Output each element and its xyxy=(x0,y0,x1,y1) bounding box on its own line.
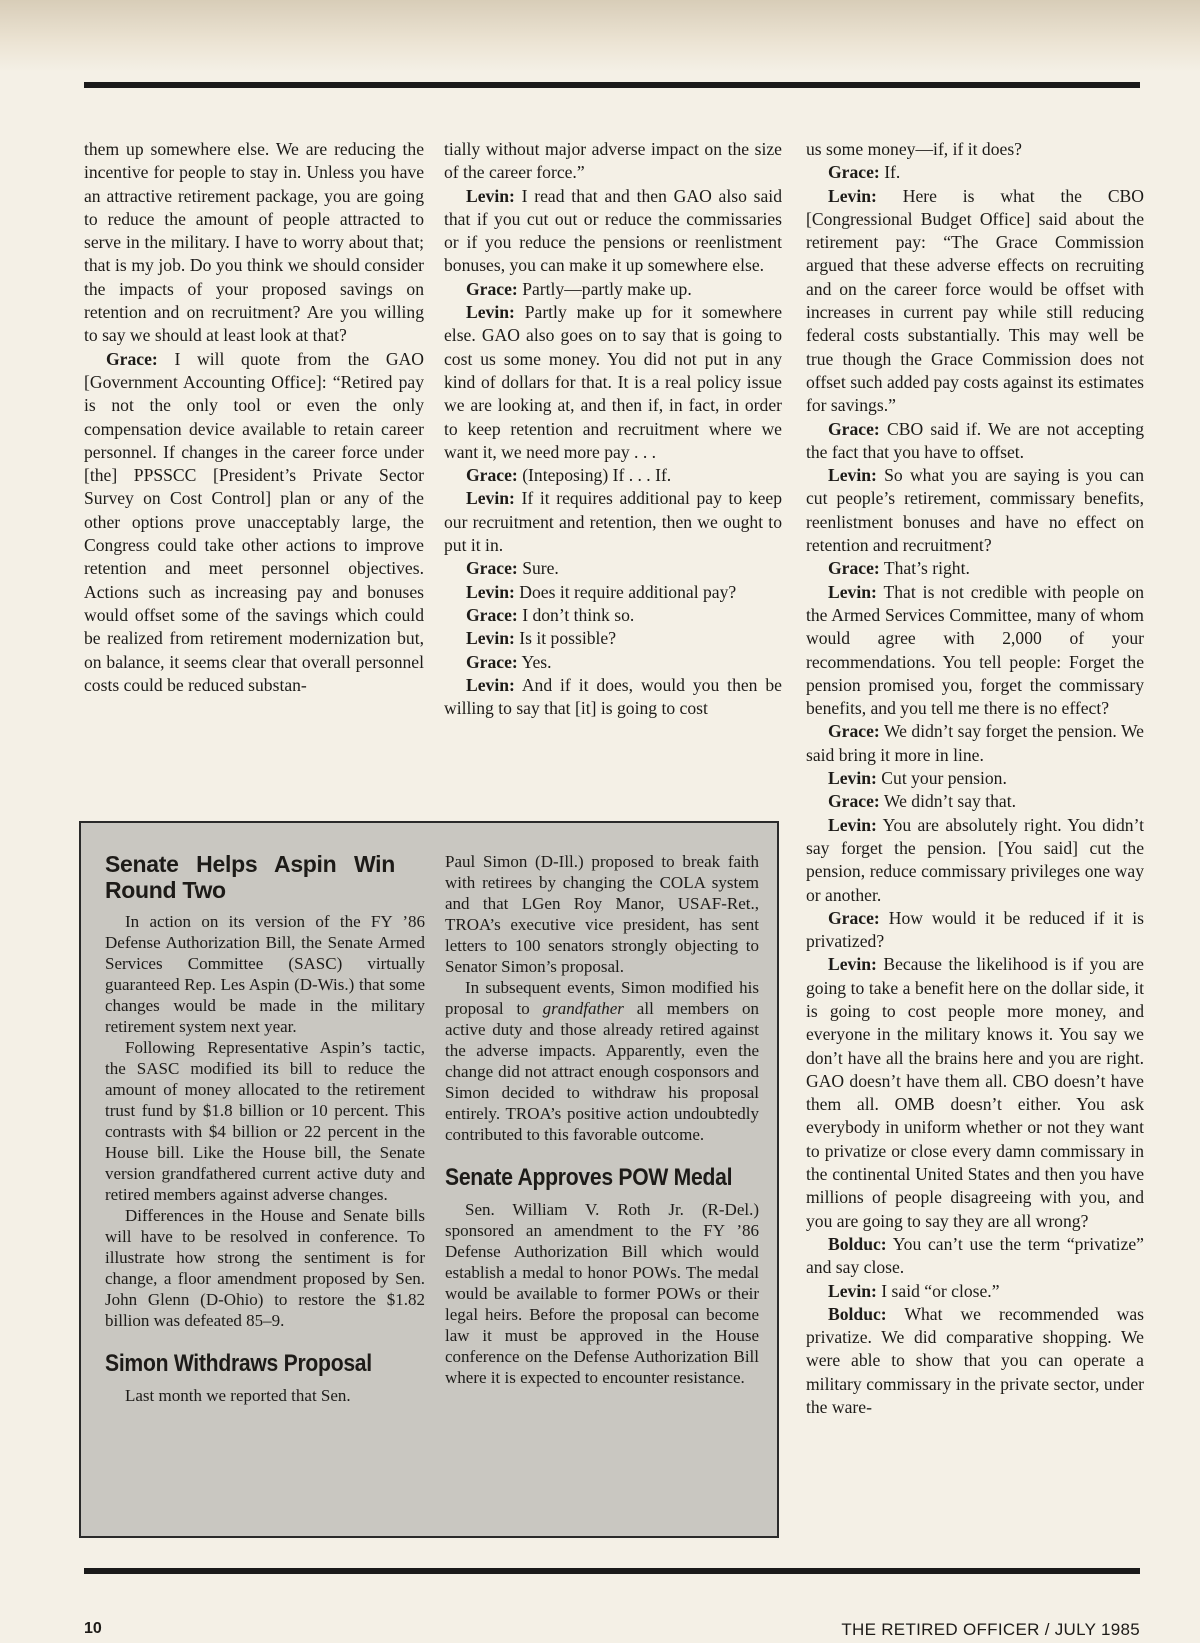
paragraph-text: I said “or close.” xyxy=(881,1280,1000,1301)
paragraph-text: How would it be reduced if it is privatized? xyxy=(806,907,1144,952)
article-paragraph xyxy=(444,301,782,464)
paragraph-text: That is not credible with people on the Armed Services Committee, many of whom would agree with 2,000 of your recommendations. You tell people: Forget the pension promised you, forget the commissary benefits, and you tell me there is no effect? xyxy=(806,581,1144,719)
paragraph-text: CBO said if. We are not accepting the fact that you have to offset. xyxy=(806,418,1144,462)
paragraph-text: If it requires additional pay to keep our recruitment and retention, then we ought to put it in. xyxy=(444,488,782,556)
page-number: 10 xyxy=(84,1620,102,1637)
article-paragraph xyxy=(806,767,1144,790)
sidebar-column-1 xyxy=(105,851,425,1406)
paragraph-text: You are absolutely right. You didn’t say forget the pension. [You said] cut the pension, reduce commissary privileges one way or another. xyxy=(806,814,1144,905)
article-paragraph xyxy=(806,185,1144,418)
speaker-label: Levin: xyxy=(828,185,877,206)
article-paragraph xyxy=(444,651,782,674)
paragraph-text: And if it does, would you then be willing to say that [it] is going to cost xyxy=(444,674,782,719)
paragraph-text: Cut your pension. xyxy=(881,768,1007,789)
article-paragraph xyxy=(806,418,1144,465)
article-column-2 xyxy=(444,138,782,720)
speaker-label: Levin: xyxy=(828,1280,877,1301)
bottom-rule xyxy=(84,1568,1140,1574)
speaker-label: Levin: xyxy=(466,628,515,649)
speaker-label: Levin: xyxy=(828,768,877,789)
sidebar-paragraph xyxy=(445,977,759,1145)
paragraph-text: I read that and then GAO also said that if you cut out or reduce the commissaries or if you reduce the pensions or reenlistment bonuses, you can make it up somewhere else. xyxy=(444,185,782,276)
article-paragraph xyxy=(806,907,1144,954)
article-paragraph xyxy=(806,138,1144,161)
paragraph-text: Sure. xyxy=(522,558,559,579)
speaker-label: Levin: xyxy=(828,581,877,602)
article-paragraph xyxy=(444,627,782,650)
sidebar-paragraph: In action on its version of the FY ’86 Defense Authorization Bill, the Senate Armed Services Committee (SASC) virtually guaranteed Rep. Les Aspin (D-Wis.) that some changes would be made in the military retirement system next year. xyxy=(105,912,425,1036)
speaker-label: Bolduc: xyxy=(828,1303,887,1324)
paragraph-text: Yes. xyxy=(521,651,552,672)
article-paragraph xyxy=(806,1233,1144,1280)
paragraph-text: them up somewhere else. We are reducing the incentive for people to stay in. Unless you have an attractive retirement package, you are going to reduce the amount of people attracted to serve in the military. I have to worry about that; that is my job. Do you think we should consider the impacts of your proposed savings on retention and on recruitment? Are you willing to say we should at least look at that? xyxy=(84,139,424,346)
speaker-label: Grace: xyxy=(466,558,518,579)
paragraph-text: We didn’t say that. xyxy=(883,791,1017,812)
sidebar-text: all members on active duty and those already retired against the adverse impacts. Apparently, even the change did not attract enough cosponsors and Simon decided to withdraw his proposal entirely. TROA’s positive action undoubtedly contributed to this favorable outcome. xyxy=(445,999,759,1144)
article-paragraph xyxy=(806,1280,1144,1303)
article-paragraph xyxy=(444,464,782,487)
sidebar-headline: Senate Approves POW Medal xyxy=(445,1164,733,1191)
speaker-label: Grace: xyxy=(466,465,518,486)
sidebar-text: In subsequent events, Simon modified his proposal to xyxy=(445,978,759,1018)
article-paragraph xyxy=(806,953,1144,1233)
paragraph-text: Partly make up for it somewhere else. GAO also goes on to say that is going to cost us some money. You did not put in any kind of dollars for that. It is a real policy issue we are looking at, and then if, in fact, in order to keep retention and recruitment where we want it, we need more pay . . . xyxy=(444,302,782,462)
article-paragraph xyxy=(84,348,424,697)
article-column-3 xyxy=(806,138,1144,1419)
article-paragraph xyxy=(444,581,782,604)
speaker-label: Levin: xyxy=(828,954,877,975)
sidebar-headline: Simon Withdraws Proposal xyxy=(105,1350,372,1377)
speaker-label: Bolduc: xyxy=(828,1233,887,1254)
paragraph-text: I will quote from the GAO [Government Accounting Office]: “Retired pay is not the only tool or even the only compensation device available to retain career personnel. If changes in the career force under [the] PPSSCC [President’s Private Sector Survey on Cost Control] plan or any of the other options prove unacceptably large, the Congress could take other actions to improve retention and meet personnel objectives. Actions such as increasing pay and bonuses would offset some of the savings which could be realized from retirement modernization but, on balance, it seems clear that overall personnel costs could be reduced substan- xyxy=(84,348,424,695)
article-paragraph xyxy=(806,790,1144,813)
article-paragraph xyxy=(444,185,782,278)
speaker-label: Grace: xyxy=(828,791,880,812)
article-paragraph xyxy=(444,557,782,580)
paragraph-text: Does it require additional pay? xyxy=(519,581,737,602)
speaker-label: Grace: xyxy=(828,907,880,928)
sidebar-headline: Senate Helps Aspin Win Round Two xyxy=(105,851,395,903)
paragraph-text: That’s right. xyxy=(883,558,970,579)
article-paragraph xyxy=(806,720,1144,767)
article-paragraph xyxy=(806,1303,1144,1419)
article-paragraph xyxy=(806,161,1144,184)
speaker-label: Grace: xyxy=(466,604,518,625)
article-paragraph xyxy=(806,581,1144,721)
article-paragraph xyxy=(444,604,782,627)
speaker-label: Levin: xyxy=(466,488,515,509)
speaker-label: Levin: xyxy=(466,674,515,695)
sidebar-paragraph: Paul Simon (D-Ill.) proposed to break faith with retirees by changing the COLA system and that LGen Roy Manor, USAF-Ret., TROA’s executive vice president, has sent letters to 100 senators strongly objecting to Senator Simon’s proposal. xyxy=(445,852,759,976)
article-paragraph xyxy=(806,464,1144,557)
article-column-1 xyxy=(84,138,424,697)
speaker-label: Levin: xyxy=(828,465,877,486)
paragraph-text: If. xyxy=(884,162,901,183)
sidebar-column-2 xyxy=(445,851,759,1388)
speaker-label: Levin: xyxy=(828,814,877,835)
article-paragraph xyxy=(444,278,782,301)
speaker-label: Levin: xyxy=(466,302,515,323)
article-paragraph xyxy=(444,487,782,557)
paragraph-text: Partly—partly make up. xyxy=(522,278,692,299)
speaker-label: Grace: xyxy=(466,651,518,672)
speaker-label: Grace: xyxy=(828,162,880,183)
paragraph-text: us some money—if, if it does? xyxy=(806,139,1022,159)
paragraph-text: So what you are saying is you can cut people’s retirement, commissary benefits, reenlistment bonuses and have no effect on retention and recruitment? xyxy=(806,465,1144,556)
sidebar-emphasis: grandfather xyxy=(542,999,624,1018)
page-top-band xyxy=(0,0,1200,72)
sidebar-paragraph: Last month we reported that Sen. xyxy=(125,1386,351,1405)
article-paragraph xyxy=(84,138,424,348)
news-sidebar-box xyxy=(79,821,779,1538)
paragraph-text: I don’t think so. xyxy=(522,604,635,625)
sidebar-paragraph: Following Representative Aspin’s tactic, the SASC modified its bill to reduce the amount of money allocated to the retirement trust fund by $1.8 billion or 10 percent. This contrasts with $4 billion or 22 percent in the House bill. Like the House bill, the Senate version grandfathered current active duty and retired members against adverse changes. xyxy=(105,1038,425,1204)
running-footer: THE RETIRED OFFICER / JULY 1985 xyxy=(841,1620,1140,1639)
paragraph-text: We didn’t say forget the pension. We said bring it more in line. xyxy=(806,721,1144,765)
paragraph-text: (Inteposing) If . . . If. xyxy=(522,465,672,486)
paragraph-text: Here is what the CBO [Congressional Budget Office] said about the retirement pay: “The Grace Commission argued that these adverse effects on recruiting and on the career force would be offset with increases in current pay while still reducing federal costs substantially. This may well be true though the Grace Commission does not offset such added pay costs against its estimates for savings.” xyxy=(806,185,1144,416)
paragraph-text: tially without major adverse impact on the size of the career force.” xyxy=(444,139,782,183)
sidebar-paragraph: Sen. William V. Roth Jr. (R-Del.) sponsored an amendment to the FY ’86 Defense Authorization Bill which would establish a medal to honor POWs. The medal would be available to former POWs or their legal heirs. Before the proposal can become law it must be approved in the House conference on the Defense Authorization Bill where it is expected to encounter resistance. xyxy=(445,1200,759,1387)
paragraph-text: You can’t use the term “privatize” and say close. xyxy=(806,1233,1144,1278)
article-paragraph xyxy=(444,674,782,721)
top-rule xyxy=(84,82,1140,88)
paragraph-text: Is it possible? xyxy=(519,628,617,649)
paragraph-text: Because the likelihood is if you are going to take a benefit here on the dollar side, it is going to cost people more money, and everyone in the military knows it. You say we don’t have all the brains here and you are right. GAO doesn’t have them all. CBO doesn’t have them all. OMB doesn’t either. You ask everybody in uniform whether or not they want to privatize or close every damn commissary in the continental United States and then you have millions of people disagreeing with you, and you are going to say they are all wrong? xyxy=(806,954,1144,1231)
article-paragraph xyxy=(806,557,1144,580)
speaker-label: Grace: xyxy=(828,721,880,742)
speaker-label: Levin: xyxy=(466,185,515,206)
speaker-label: Grace: xyxy=(828,558,880,579)
article-paragraph xyxy=(444,138,782,185)
article-paragraph xyxy=(806,814,1144,907)
paragraph-text: What we recommended was privatize. We did comparative shopping. We were able to show that you can operate a military commissary in the private sector, under the ware- xyxy=(806,1303,1144,1418)
speaker-label: Grace: xyxy=(106,348,158,369)
speaker-label: Levin: xyxy=(466,581,515,602)
sidebar-paragraph: Differences in the House and Senate bills will have to be resolved in conference. To illustrate how strong the sentiment is for change, a floor amendment proposed by Sen. John Glenn (D-Ohio) to restore the $1.82 billion was defeated 85–9. xyxy=(105,1206,425,1330)
speaker-label: Grace: xyxy=(828,418,880,439)
speaker-label: Grace: xyxy=(466,278,518,299)
